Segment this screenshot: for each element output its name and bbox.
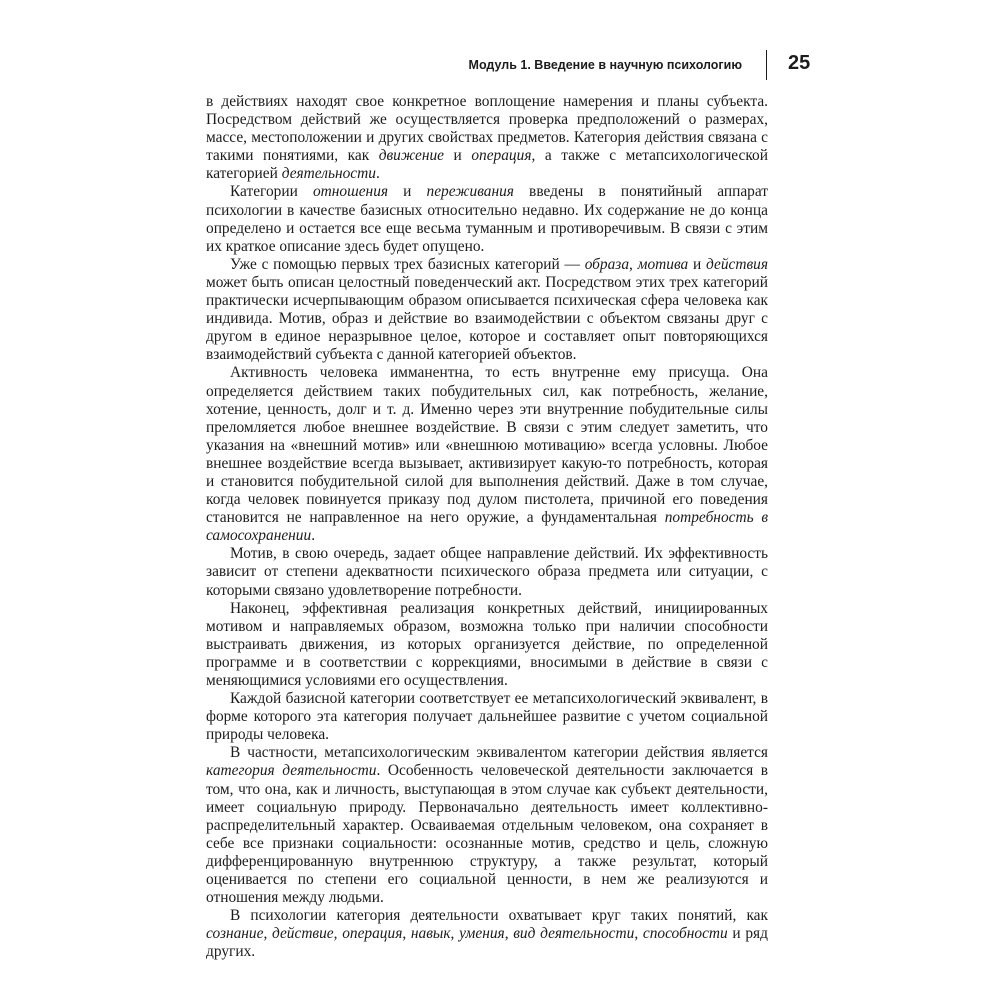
italic-term: действия xyxy=(706,255,768,273)
paragraph xyxy=(206,600,768,690)
text-run: . xyxy=(311,527,316,545)
text-run: и xyxy=(688,255,707,273)
italic-term: способности xyxy=(642,925,728,943)
paragraph xyxy=(206,256,768,365)
text-run: , xyxy=(402,925,411,943)
text-run: , а также с метапсихологической категорией xyxy=(206,147,768,183)
text-run: Наконец, эффективная реализация конкретных действий, инициированных мотивом и направляемых образом, возможна только при наличии способности выстраивать движения, из которых организуется действие, по определенной программе и в соответствии с коррекциями, вносимыми в действие в связи с меняющимися условиями его осуществления. xyxy=(206,599,768,689)
text-run: Мотив, в свою очередь, задает общее направление действий. Их эффективность зависит от степени адекватности психического образа предмета или ситуации, с которыми связано удовлетворение потребности. xyxy=(206,545,768,599)
paragraph xyxy=(206,690,768,744)
text-run: В психологии категория деятельности охватывает круг таких понятий, как xyxy=(230,907,768,925)
text-run: может быть описан целостный поведенческий акт. Посредством этих трех категорий практически исчерпывающим образом описывается психическая сфера человека как индивида. Мотив, образ и действие во взаимодействии с объектом связаны друг с другом в единое неразрывное целое, которое и составляет опыт повторяющихся взаимодействий субъекта с данной категорией объектов. xyxy=(206,273,768,364)
text-run: введены в понятийный аппарат психологии в качестве базисных относительно недавно. Их содержание не до конца определено и остается все еще весьма туманным и противоречивым. В связи с этим их краткое описание здесь будет опущено. xyxy=(206,183,769,255)
italic-term: операция xyxy=(471,147,532,165)
italic-term: сознание xyxy=(206,925,264,943)
italic-term: категория деятельности xyxy=(206,762,377,780)
paragraph xyxy=(206,93,768,183)
italic-term: действие xyxy=(271,925,334,943)
paragraph xyxy=(206,364,768,545)
text-run: . Особенность человеческой деятельности заключается в том, что она, как и личность, выступающая в этом случае как субъект деятельности, имеет социальную природу. Первоначально деятельность имеет коллективно-распределительный характер. Осваиваемая отдельным человеком, она сохраняет в себе все признаки социальности: осознанные мотив, средство и цель, сложную дифференцированную внутреннюю структуру, а также результат, который оценивается по степени его социальной ценности, в нем же реализуются и отношения между людьми. xyxy=(206,762,768,907)
italic-term: деятельности xyxy=(281,165,376,183)
text-run: . xyxy=(375,165,380,183)
text-run: В частности, метапсихологическим эквивалентом категории действия является xyxy=(230,744,768,762)
body-text xyxy=(206,93,768,962)
page-header xyxy=(0,50,1000,80)
italic-term: операция xyxy=(342,925,403,943)
text-run: , xyxy=(634,925,643,943)
paragraph xyxy=(206,907,768,961)
paragraph xyxy=(206,183,768,255)
text-run: , xyxy=(333,925,343,943)
paragraph xyxy=(206,545,768,599)
italic-term: движение xyxy=(378,147,444,165)
text-run: в действиях находят свое конкретное воплощение намерения и планы субъекта. Посредством действий же осуществляется проверка предположений о размерах, массе, местоположении и других свойствах предметов. Категория действия связана с такими понятиями, как xyxy=(206,93,768,165)
running-title: Модуль 1. Введение в научную психологию xyxy=(468,58,742,72)
italic-term: отношения xyxy=(312,183,389,201)
italic-term: навык xyxy=(410,925,451,943)
italic-term: умения xyxy=(459,925,505,943)
text-run: , xyxy=(629,255,638,273)
text-run: Уже с помощью первых трех базисных категорий — xyxy=(230,255,585,273)
text-run: и ряд других. xyxy=(206,925,768,961)
text-run: , xyxy=(263,925,272,943)
page-number: 25 xyxy=(788,52,811,74)
header-divider xyxy=(766,50,767,80)
italic-term: мотива xyxy=(637,255,689,273)
italic-term: образа xyxy=(584,255,630,273)
text-run: , xyxy=(450,925,460,943)
italic-term: вид деятельности xyxy=(513,925,635,943)
text-run: Каждой базисной категории соответствует ее метапсихологический эквивалент, в форме которого эта категория получает дальнейшее развитие с учетом социальной природы человека. xyxy=(206,690,768,744)
paragraph xyxy=(206,744,768,907)
text-run: Активность человека имманентна, то есть внутренне ему присуща. Она определяется действием таких побудительных сил, как потребность, желание, хотение, ценность, долг и т. д. Именно через эти внутренние побудительные силы преломляется любое внешнее воздействие. В связи с этим следует заметить, что указания на «внешний мотив» или «внешнюю мотивацию» всегда условны. Любое внешнее воздействие всегда вызывает, активизирует какую-то потребность, которая и становится побудительной силой для выполнения действий. Даже в том случае, когда человек повинуется приказу под дулом пистолета, причиной его поведения становится не направленное на него оружие, а фундаментальная xyxy=(206,364,768,527)
text-run: , xyxy=(504,925,514,943)
italic-term: потребность в самосохранении xyxy=(206,509,769,545)
text-run: и xyxy=(388,183,427,201)
italic-term: переживания xyxy=(426,183,514,201)
text-run: и xyxy=(444,147,472,165)
text-run: Категории xyxy=(230,183,313,201)
